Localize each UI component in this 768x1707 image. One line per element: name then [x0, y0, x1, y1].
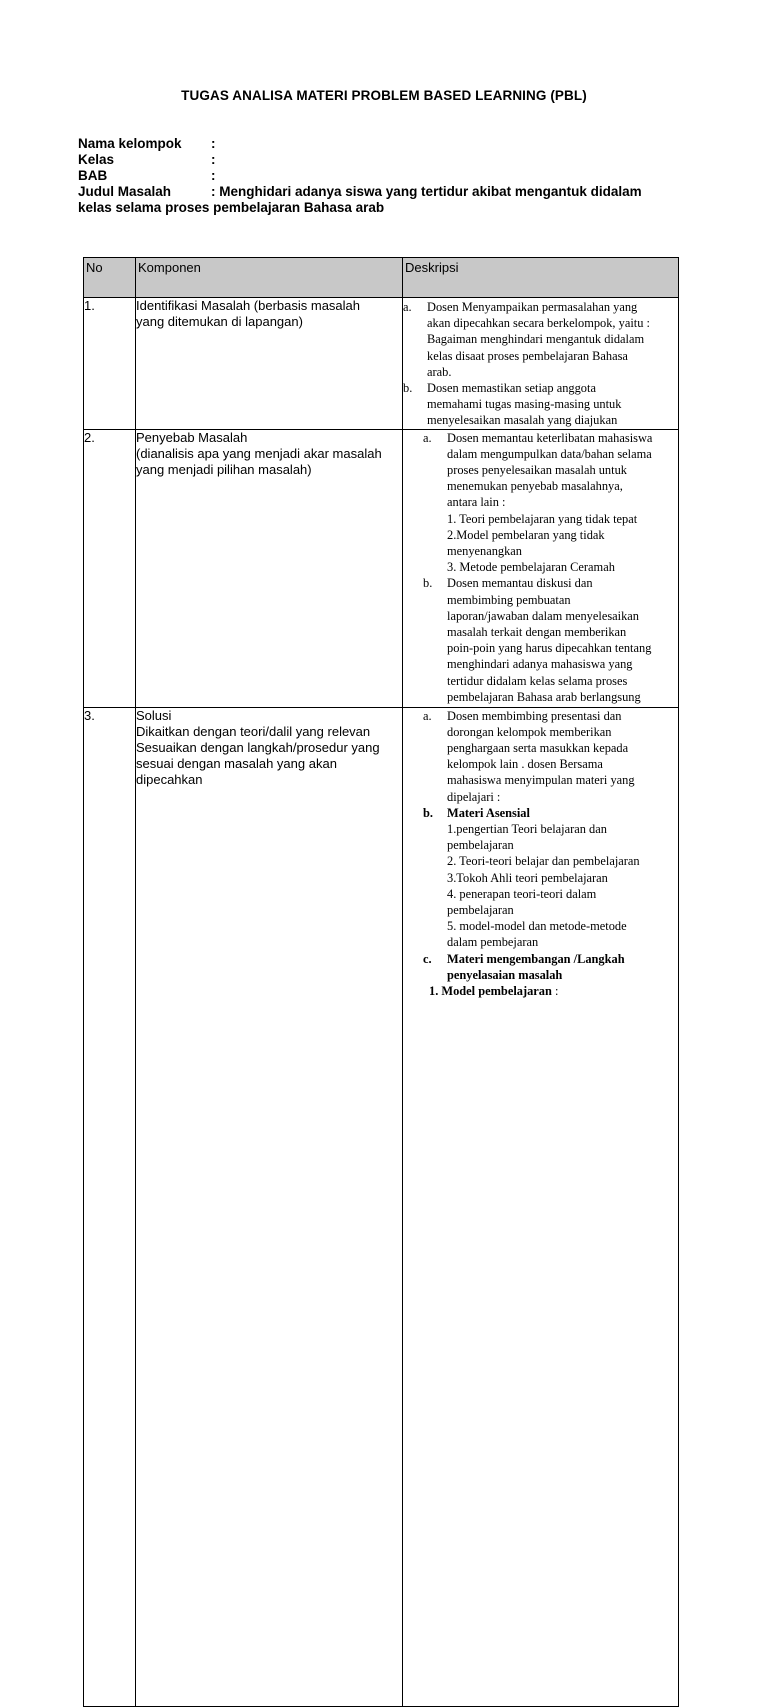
- komponen-line: Dikaitkan dengan teori/dalil yang relevan: [136, 723, 371, 739]
- table-row: [84, 707, 679, 1706]
- deskripsi-item: [423, 805, 678, 821]
- item-line: menemukan penyebab masalahnya,: [447, 479, 623, 494]
- item-line: akan dipecahkan secara berkelompok, yaitu :: [427, 316, 650, 331]
- item-line: Materi mengembangan /Langkah: [447, 951, 625, 966]
- deskripsi-item: [423, 821, 678, 951]
- meta-judul-value: : Menghidari adanya siswa yang tertidur akibat mengantuk didalam: [211, 184, 642, 199]
- tail-heading: 1. Model pembelajaran: [429, 984, 552, 999]
- item-line: kelompok lain . dosen Bersama: [447, 757, 603, 772]
- komponen-line: Identifikasi Masalah (berbasis masalah: [136, 298, 360, 313]
- cell-komponen: [136, 298, 403, 430]
- item-line: pembelajaran: [447, 903, 514, 918]
- komponen-line: yang ditemukan di lapangan): [136, 314, 303, 329]
- item-line: mahasiswa menyimpulan materi yang: [447, 773, 635, 788]
- item-line: 5. model-model dan metode-metode: [447, 919, 627, 934]
- komponen-line: sesuai dengan masalah yang akan: [136, 755, 337, 771]
- deskripsi-item: [423, 951, 678, 983]
- row-number: 3.: [84, 707, 95, 723]
- item-line: Dosen memantau keterlibatan mahasiswa: [447, 430, 653, 445]
- document-title: TUGAS ANALISA MATERI PROBLEM BASED LEARNING (PBL): [181, 88, 587, 103]
- item-line: pembelajaran: [447, 838, 514, 853]
- item-line: Dosen Menyampaikan permasalahan yang: [427, 300, 638, 314]
- item-line: 3. Metode pembelajaran Ceramah: [447, 560, 615, 575]
- item-line: dalam pembejaran: [447, 935, 539, 950]
- header-no: No: [84, 258, 136, 298]
- item-line: menghindari adanya mahasiswa yang: [447, 657, 633, 672]
- meta-judul: [78, 184, 642, 200]
- cell-komponen: [136, 429, 403, 707]
- table-row: [84, 298, 679, 430]
- item-line: 2. Teori-teori belajar dan pembelajaran: [447, 854, 640, 869]
- row-number: 1.: [84, 298, 95, 313]
- meta-colon: :: [211, 168, 216, 183]
- cell-deskripsi: [403, 298, 679, 430]
- item-line: antara lain :: [447, 495, 506, 510]
- deskripsi-item: [423, 708, 678, 805]
- cell-no: [84, 429, 136, 707]
- deskripsi-tail: [423, 983, 678, 999]
- item-line: membimbing pembuatan: [447, 592, 571, 607]
- meta-label: BAB: [78, 168, 108, 183]
- komponen-line: Penyebab Masalah: [136, 429, 248, 445]
- item-line: tertidur didalam kelas selama proses: [447, 673, 628, 688]
- item-line: 2.Model pembelaran yang tidak: [447, 527, 605, 542]
- item-line: 4. penerapan teori-teori dalam: [447, 886, 597, 901]
- item-marker: a.: [403, 300, 412, 314]
- komponen-line: yang menjadi pilihan masalah): [136, 461, 312, 477]
- item-marker: b.: [423, 805, 433, 820]
- item-line: 1.pengertian Teori belajaran dan: [447, 822, 607, 837]
- item-marker: b.: [423, 576, 433, 591]
- meta-bab: [78, 168, 642, 184]
- meta-label: Kelas: [78, 152, 115, 167]
- item-marker: a.: [423, 430, 432, 445]
- item-line: penyelasaian masalah: [447, 967, 563, 982]
- item-line: pembelajaran Bahasa arab berlangsung: [447, 689, 641, 704]
- deskripsi-item: [423, 430, 678, 576]
- item-marker: c.: [423, 951, 432, 966]
- deskripsi-item: [403, 299, 678, 380]
- item-line: menyelesaikan masalah yang diajukan: [427, 413, 618, 428]
- tail-rest: :: [551, 984, 559, 999]
- cell-deskripsi: [403, 707, 679, 1706]
- item-line: Bagaiman menghindari mengantuk didalam: [427, 332, 645, 347]
- item-line: dipelajari :: [447, 789, 501, 804]
- deskripsi-list: [403, 708, 678, 1000]
- item-line: Materi Asensial: [447, 805, 530, 820]
- item-line: proses penyelesaikan masalah untuk: [447, 463, 627, 478]
- table-header-row: [84, 258, 679, 298]
- meta-nama-kelompok: [78, 136, 642, 152]
- deskripsi-list: [403, 298, 678, 429]
- item-line: arab.: [427, 364, 452, 379]
- item-line: 1. Teori pembelajaran yang tidak tepat: [447, 511, 638, 526]
- meta-block: [78, 136, 642, 216]
- table-row: [84, 429, 679, 707]
- komponen-line: Solusi: [136, 707, 172, 723]
- meta-kelas: [78, 152, 642, 168]
- meta-colon: :: [211, 136, 216, 151]
- cell-no: [84, 707, 136, 1706]
- item-marker: a.: [423, 708, 432, 723]
- item-line: menyenangkan: [447, 544, 523, 559]
- header-deskripsi: Deskripsi: [403, 258, 679, 298]
- komponen-line: (dianalisis apa yang menjadi akar masalah: [136, 445, 382, 461]
- deskripsi-item: [403, 380, 678, 429]
- item-line: kelas disaat proses pembelajaran Bahasa: [427, 348, 628, 363]
- deskripsi-item: [423, 575, 678, 705]
- item-line: Dosen membimbing presentasi dan: [447, 708, 622, 723]
- meta-label: Judul Masalah: [78, 184, 172, 199]
- item-line: masalah terkait dengan memberikan: [447, 625, 627, 640]
- cell-komponen: [136, 707, 403, 1706]
- item-marker: b.: [403, 381, 413, 396]
- item-line: Dosen memastikan setiap anggota: [427, 381, 596, 396]
- item-line: laporan/jawaban dalam menyelesaikan: [447, 608, 639, 623]
- meta-judul-continuation: kelas selama proses pembelajaran Bahasa arab: [78, 200, 385, 215]
- komponen-line: Sesuaikan dengan langkah/prosedur yang: [136, 739, 380, 755]
- item-line: dorongan kelompok memberikan: [447, 724, 612, 739]
- deskripsi-list: [403, 430, 678, 705]
- meta-colon: :: [211, 152, 216, 167]
- row-number: 2.: [84, 429, 95, 445]
- header-komponen: Komponen: [136, 258, 403, 298]
- item-line: 3.Tokoh Ahli teori pembelajaran: [447, 870, 608, 885]
- analysis-table: [83, 257, 679, 1707]
- cell-deskripsi: [403, 429, 679, 707]
- meta-label: Nama kelompok: [78, 136, 182, 151]
- item-line: poin-poin yang harus dipecahkan tentang: [447, 641, 652, 656]
- item-line: memahami tugas masing-masing untuk: [427, 397, 622, 412]
- item-line: Dosen memantau diskusi dan: [447, 576, 593, 591]
- item-line: penghargaan serta masukkan kepada: [447, 741, 629, 756]
- cell-no: [84, 298, 136, 430]
- item-line: dalam mengumpulkan data/bahan selama: [447, 446, 652, 461]
- komponen-line: dipecahkan: [136, 771, 203, 787]
